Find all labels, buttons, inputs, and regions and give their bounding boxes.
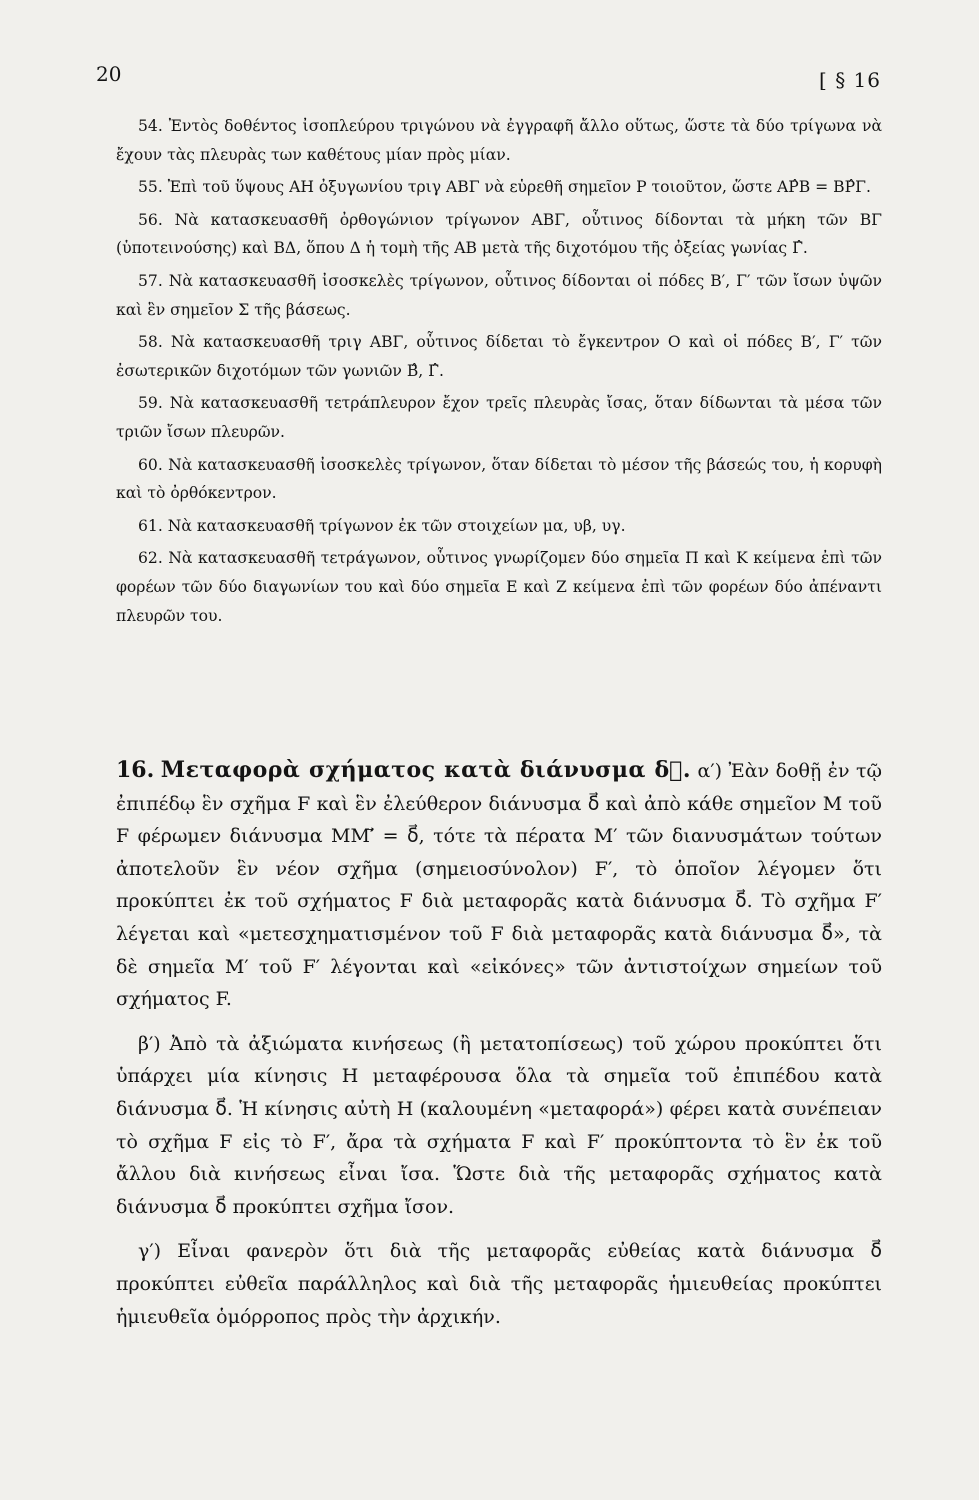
section-paragraph-b: β′) Ἀπὸ τὰ ἀξιώματα κινήσεως (ἢ μετατοπίσεως) τοῦ χώρου προκύπτει ὅτι ὑπάρχει μία κίνησις Η μεταφέρουσα ὅλα τὰ σημεῖα τοῦ ἐπιπέδου κατὰ διάνυσμα δ⃗. Ἡ κίνησις αὐτὴ Η (καλουμένη «μεταφορά») φέρει κατὰ συνέπειαν τὸ σχῆμα F εἰς τὸ F′, ἄρα τὰ σχήματα F καὶ F′ προκύπτοντα τὸ ἓν ἐκ τοῦ ἄλλου διὰ κινήσεως εἶναι ἴσα. Ὥστε διὰ τῆς μεταφορᾶς σχήματος κατὰ διάνυσμα δ⃗ προκύπτει σχῆμα ἴσον. (116, 1032, 882, 1218)
exercise-54: 54. Ἐντὸς δοθέντος ἰσοπλεύρου τριγώνου νὰ ἐγγραφῆ ἄλλο οὕτως, ὥστε τὰ δύο τρίγωνα νὰ ἔχουν τὰς πλευρὰς των καθέτους μίαν πρὸς μίαν. (116, 117, 882, 164)
page-header (96, 62, 881, 98)
exercise-56: 56. Νὰ κατασκευασθῆ ὀρθογώνιον τρίγωνον ΑΒΓ, οὗτινος δίδονται τὰ μήκη τῶν ΒΓ (ὑποτεινούσης) καὶ ΒΔ, ὅπου Δ ἡ τομὴ τῆς ΑΒ μετὰ τῆς διχοτόμου τῆς ὀξείας γωνίας Γ̂. (116, 210, 882, 258)
exercise-59: 59. Νὰ κατασκευασθῆ τετράπλευρον ἔχον τρεῖς πλευρὰς ἴσας, ὅταν δίδωνται τὰ μέσα τῶν τριῶν ἴσων πλευρῶν. (116, 394, 882, 441)
section-reference: [ § 16 (819, 68, 881, 92)
section-title: Μεταφορὰ σχήματος κατὰ διάνυσμα δ⃗. (160, 757, 692, 783)
exercise-60: 60. Νὰ κατασκευασθῆ ἰσοσκελὲς τρίγωνον, ὅταν δίδεται τὸ μέσον τῆς βάσεώς του, ἡ κορυφὴ καὶ τὸ ὀρθόκεντρον. (116, 455, 882, 503)
section-paragraph-a (116, 754, 882, 1016)
exercise-55: 55. Ἐπὶ τοῦ ὕψους ΑΗ ὀξυγωνίου τριγ ΑΒΓ νὰ εὑρεθῆ σημεῖον Ρ τοιοῦτον, ὥστε ΑΡ̂Β = ΒΡ̂Γ. (138, 178, 871, 197)
section-paragraph-c: γ′) Εἶναι φανερὸν ὅτι διὰ τῆς μεταφορᾶς εὐθείας κατὰ διάνυσμα δ⃗ προκύπτει εὐθεῖα παράλληλος καὶ διὰ τῆς μεταφορᾶς ἡμιευθείας προκύπτει ἡμιευθεῖα ὁμόρροπος πρὸς τὴν ἀρχικήν. (116, 1240, 882, 1328)
exercise-57: 57. Νὰ κατασκευασθῆ ἰσοσκελὲς τρίγωνον, οὗτινος δίδονται οἱ πόδες Β′, Γ′ τῶν ἴσων ὑψῶν καὶ ἓν σημεῖον Σ τῆς βάσεως. (116, 271, 882, 319)
exercise-list (116, 112, 882, 634)
section-number: 16. (116, 757, 155, 783)
exercise-61: 61. Νὰ κατασκευασθῆ τρίγωνον ἐκ τῶν στοιχείων μα, υβ, υγ. (138, 516, 626, 535)
exercise-62: 62. Νὰ κατασκευασθῆ τετράγωνον, οὗτινος γνωρίζομεν δύο σημεῖα Π καὶ Κ κείμενα ἐπὶ τῶν φορέων τῶν δύο διαγωνίων του καὶ δύο σημεῖα Ε καὶ Ζ κείμενα ἐπὶ τῶν φορέων δύο ἀπέναντι πλευρῶν του. (116, 549, 882, 625)
paragraph-a-text: α′) Ἐὰν δοθῇ ἐν τῷ ἐπιπέδῳ ἓν σχῆμα F καὶ ἓν ἐλεύθερον διάνυσμα δ⃗ καὶ ἀπὸ κάθε σημεῖον Μ τοῦ F φέρωμεν διάνυσμα ΜΜ′⃗ = δ⃗, τότε τὰ πέρατα Μ′ τῶν διανυσμάτων τούτων ἀποτελοῦν ἓν νέον σχῆμα (σημειοσύνολον) F′, τὸ ὁποῖον λέγομεν ὅτι προκύπτει ἐκ τοῦ σχήματος F διὰ μεταφορᾶς κατὰ διάνυσμα δ⃗. Τὸ σχῆμα F′ λέγεται καὶ «μετεσχηματισμένον τοῦ F διὰ μεταφορᾶς κατὰ διάνυσμα δ⃗», τὰ δὲ σημεῖα Μ′ τοῦ F′ λέγονται καὶ «εἰκόνες» τῶν ἀντιστοίχων σημείων τοῦ σχήματος F. (116, 760, 883, 1011)
exercise-58: 58. Νὰ κατασκευασθῆ τριγ ΑΒΓ, οὗτινος δίδεται τὸ ἔγκεντρον Ο καὶ οἱ πόδες Β′, Γ′ τῶν ἐσωτερικῶν διχοτόμων τῶν γωνιῶν Β̂, Γ̂. (116, 333, 882, 380)
page-number: 20 (96, 62, 122, 86)
section-16 (116, 754, 882, 1345)
